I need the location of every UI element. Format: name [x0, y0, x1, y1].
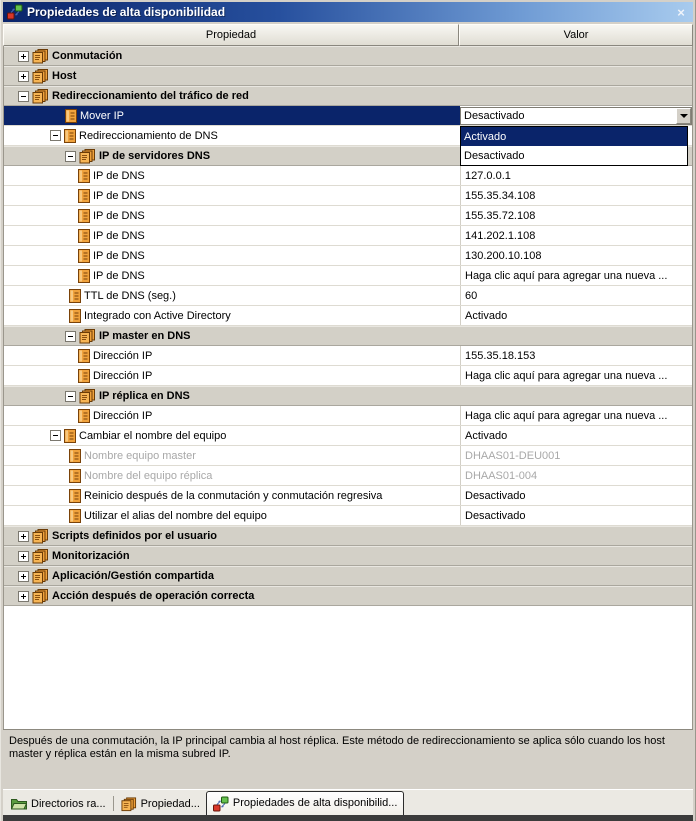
row-value[interactable]: 127.0.0.1 [460, 166, 692, 185]
column-header-valor[interactable]: Valor [459, 24, 693, 46]
collapse-minus-box[interactable] [50, 130, 61, 141]
row-label: Mover IP [80, 109, 125, 122]
collapse-minus-box[interactable] [65, 391, 76, 402]
row-value[interactable]: Desactivado [460, 486, 692, 505]
property-row[interactable] [4, 106, 692, 126]
pages-icon [79, 329, 96, 344]
item-icon [69, 309, 81, 323]
dropdown-current-value: Desactivado [464, 109, 525, 122]
row-label: IP de DNS [93, 189, 145, 202]
tab-2[interactable] [115, 794, 206, 815]
row-label: IP de servidores DNS [99, 150, 211, 162]
dropdown-arrow-button[interactable] [676, 108, 691, 124]
expand-plus-box[interactable] [18, 551, 29, 562]
category-row[interactable] [4, 66, 692, 86]
window-bottom-edge [3, 815, 693, 821]
folder-icon [11, 797, 27, 811]
property-row[interactable] [4, 166, 692, 186]
property-row[interactable] [4, 406, 692, 426]
property-row[interactable] [4, 226, 692, 246]
item-icon [78, 209, 90, 223]
property-row[interactable] [4, 506, 692, 526]
row-label: IP de DNS [93, 229, 145, 242]
row-label: Dirección IP [93, 349, 153, 362]
item-icon [64, 129, 76, 143]
pages-icon [32, 89, 49, 104]
tab-label: Propiedades de alta disponibilid... [232, 797, 398, 809]
column-header-propiedad[interactable]: Propiedad [3, 24, 459, 46]
row-value[interactable]: Activado [460, 426, 692, 445]
row-label: Redireccionamiento del tráfico de red [52, 90, 249, 102]
expand-plus-box[interactable] [18, 531, 29, 542]
row-value[interactable]: 155.35.34.108 [460, 186, 692, 205]
row-value[interactable]: Haga clic aquí para agregar una nueva ... [460, 266, 692, 285]
row-label: IP de DNS [93, 209, 145, 222]
row-value[interactable]: 130.200.10.108 [460, 246, 692, 265]
collapse-minus-box[interactable] [65, 331, 76, 342]
pages-icon [32, 549, 49, 564]
pages-icon [32, 589, 49, 604]
row-value[interactable]: 60 [460, 286, 692, 305]
row-label: Nombre equipo master [84, 449, 196, 462]
property-row[interactable] [4, 206, 692, 226]
property-row[interactable] [4, 426, 692, 446]
dropdown-option[interactable]: Desactivado [464, 149, 525, 162]
row-value[interactable]: DHAAS01-004 [460, 466, 692, 485]
pages-icon [79, 389, 96, 404]
pages-icon [32, 69, 49, 84]
item-icon [78, 169, 90, 183]
pages-icon [32, 529, 49, 544]
property-row[interactable] [4, 246, 692, 266]
collapse-minus-box[interactable] [50, 430, 61, 441]
grid-header [3, 24, 693, 46]
row-label: Dirección IP [93, 369, 153, 382]
item-icon [78, 369, 90, 383]
row-label: Cambiar el nombre del equipo [79, 429, 227, 442]
close-button[interactable]: × [677, 4, 685, 20]
row-value[interactable]: Activado [460, 306, 692, 325]
row-value[interactable]: Desactivado [460, 506, 692, 525]
category-row[interactable] [4, 546, 692, 566]
chevron-down-icon [680, 114, 688, 118]
property-row[interactable] [4, 266, 692, 286]
row-value[interactable]: 155.35.72.108 [460, 206, 692, 225]
row-label: Scripts definidos por el usuario [52, 530, 218, 542]
mover-ip-value-dropdown[interactable] [460, 107, 692, 125]
dropdown-option[interactable]: Activado [461, 127, 687, 146]
row-value[interactable]: 155.35.18.153 [460, 346, 692, 365]
row-label: IP réplica en DNS [99, 390, 190, 402]
description-panel [3, 729, 693, 789]
property-row[interactable] [4, 286, 692, 306]
row-label: Integrado con Active Directory [84, 309, 231, 322]
scenario-icon [7, 4, 23, 20]
window-title: Propiedades de alta disponibilidad [27, 5, 226, 19]
item-icon [69, 289, 81, 303]
item-icon [78, 409, 90, 423]
pages-icon [32, 569, 49, 584]
row-label: IP de DNS [93, 249, 145, 262]
scenario-icon [213, 796, 229, 810]
tab-1[interactable] [5, 794, 112, 815]
property-row[interactable] [4, 366, 692, 386]
category-row[interactable] [4, 566, 692, 586]
item-icon [78, 189, 90, 203]
row-label: Redireccionamiento de DNS [79, 129, 218, 142]
row-label: Reinicio después de la conmutación y conmutación regresiva [84, 489, 383, 502]
item-icon [69, 509, 81, 523]
pages-icon [121, 797, 137, 811]
tab-separator [113, 796, 114, 811]
item-icon [78, 269, 90, 283]
property-row[interactable] [4, 306, 692, 326]
item-icon [69, 449, 81, 463]
row-label: Host [52, 70, 77, 82]
item-icon [78, 249, 90, 263]
category-row[interactable] [4, 526, 692, 546]
tab-3[interactable] [206, 791, 405, 815]
category-row[interactable] [4, 46, 692, 66]
category-row[interactable] [4, 386, 692, 406]
row-label: Nombre del equipo réplica [84, 469, 213, 482]
tab-label: Propiedad... [140, 798, 200, 810]
bottom-tab-bar [3, 789, 693, 815]
collapse-minus-box[interactable] [18, 91, 29, 102]
row-label: Aplicación/Gestión compartida [52, 570, 214, 582]
row-label: IP de DNS [93, 169, 145, 182]
pages-icon [79, 149, 96, 164]
property-row[interactable] [4, 486, 692, 506]
expand-plus-box[interactable] [18, 571, 29, 582]
dropdown-open-list [460, 126, 688, 166]
row-label: IP de DNS [93, 269, 145, 282]
row-value[interactable]: DHAAS01-DEU001 [460, 446, 692, 465]
item-icon [64, 429, 76, 443]
expand-plus-box[interactable] [18, 51, 29, 62]
collapse-minus-box[interactable] [65, 151, 76, 162]
row-label: Acción después de operación correcta [52, 590, 255, 602]
row-value[interactable]: Haga clic aquí para agregar una nueva ... [460, 366, 692, 385]
item-icon [65, 109, 77, 123]
row-label: Conmutación [52, 50, 123, 62]
row-label: Dirección IP [93, 409, 153, 422]
row-value[interactable]: 141.202.1.108 [460, 226, 692, 245]
category-row[interactable] [4, 86, 692, 106]
property-row[interactable] [4, 466, 692, 486]
description-text: Después de una conmutación, la IP principal cambia al host réplica. Este método de redireccionamiento se aplica sólo cuando los host master y réplica están en la misma subred IP. [9, 735, 665, 760]
row-label: Monitorización [52, 550, 130, 562]
row-value[interactable] [460, 106, 692, 125]
property-grid [3, 46, 693, 729]
item-icon [78, 229, 90, 243]
item-icon [78, 349, 90, 363]
row-label: Utilizar el alias del nombre del equipo [84, 509, 267, 522]
property-row[interactable] [4, 446, 692, 466]
title-bar [3, 2, 693, 22]
tab-label: Directorios ra... [31, 798, 106, 810]
item-icon [69, 469, 81, 483]
category-row[interactable] [4, 326, 692, 346]
pages-icon [32, 49, 49, 64]
category-row[interactable] [4, 586, 692, 606]
property-row[interactable] [4, 346, 692, 366]
item-icon [69, 489, 81, 503]
expand-plus-box[interactable] [18, 591, 29, 602]
row-label: TTL de DNS (seg.) [84, 289, 176, 302]
property-row[interactable] [4, 186, 692, 206]
row-label: IP master en DNS [99, 330, 191, 342]
expand-plus-box[interactable] [18, 71, 29, 82]
row-value[interactable]: Haga clic aquí para agregar una nueva ... [460, 406, 692, 425]
